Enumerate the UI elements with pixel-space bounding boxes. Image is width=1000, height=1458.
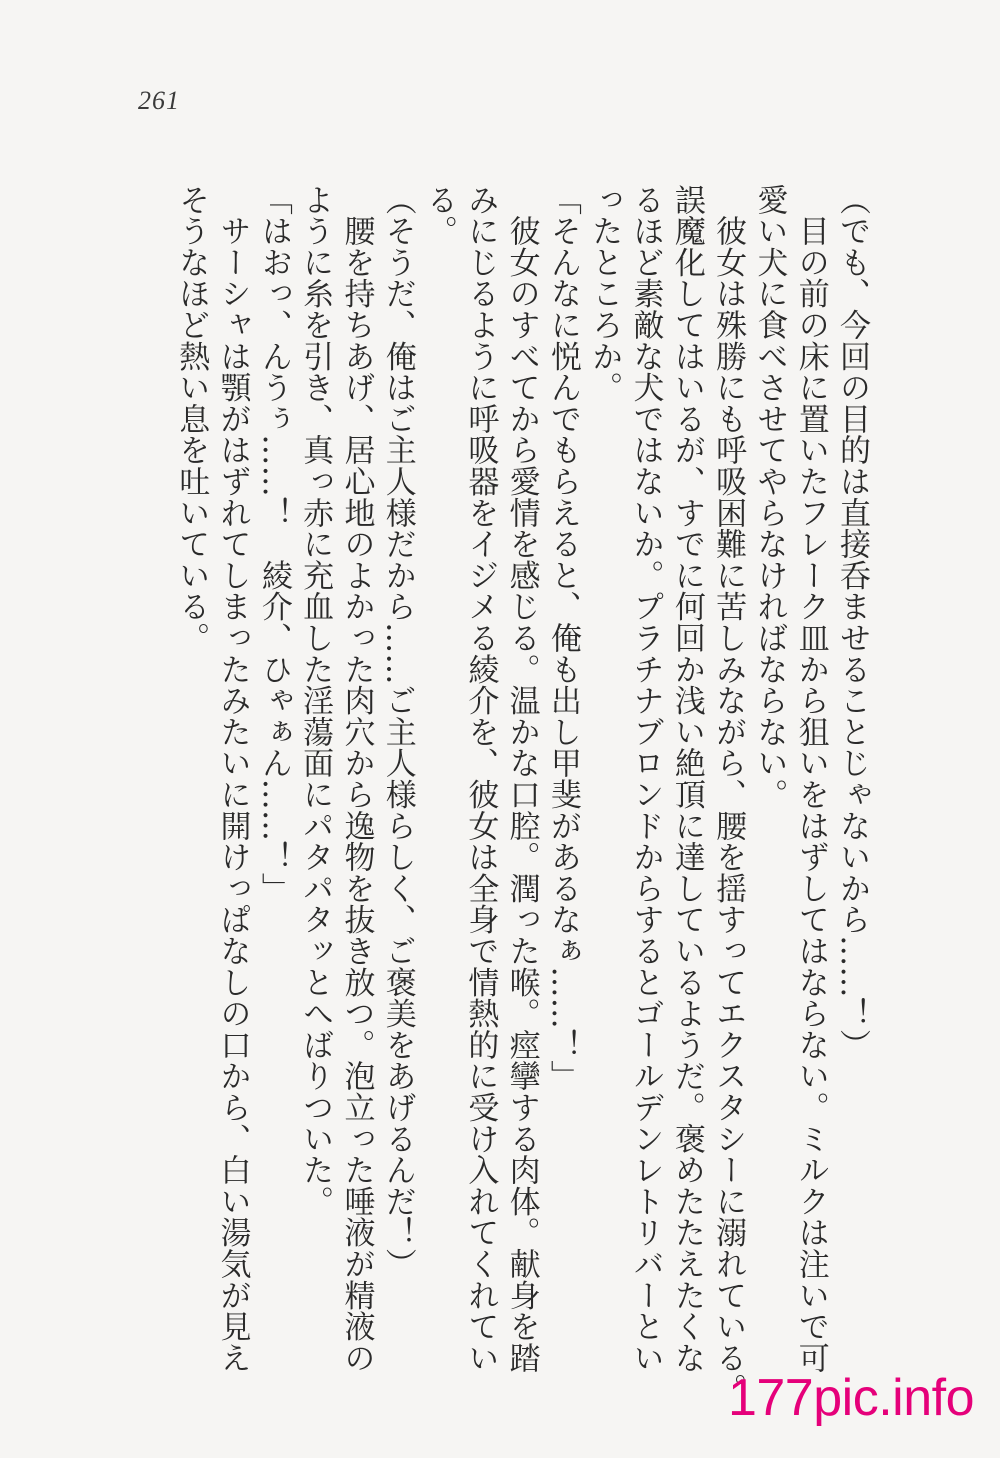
text-line: 「はおっ、んうぅ……！ 綾介、ひゃぁん……！」	[255, 184, 292, 904]
text-line: ように糸を引き、真っ赤に充血した淫蕩面にパタパタッとへばりついた。	[297, 184, 334, 1217]
text-line: る。	[421, 184, 458, 247]
text-line: サーシャは顎がはずれてしまったみたいに開けっぱなしの口から、白い湯気が見え	[214, 184, 251, 1374]
vertical-text-body	[170, 184, 872, 1405]
text-line: みにじるように呼吸器をイジメる綾介を、彼女は全身で情熱的に受け入れてくれてい	[462, 184, 499, 1374]
watermark-text: 177pic.info	[727, 1369, 974, 1427]
text-line: （そうだ、俺はご主人様だから……ご主人様らしく、ご褒美をあげるんだ！）	[379, 184, 416, 1280]
text-line: （でも、今回の目的は直接呑ませることじゃないから……！）	[834, 184, 870, 1061]
text-line: 彼女のすべてから愛情を感じる。温かな口腔。潤った喉。痙攣する肉体。献身を踏	[503, 184, 540, 1374]
text-line: 彼女は殊勝にも呼吸困難に苦しみながら、腰を揺すってエクスタシーに溺れている。	[710, 184, 747, 1405]
text-line: 愛い犬に食べさせてやらなければならない。	[751, 184, 788, 810]
page-number: 261	[138, 86, 180, 115]
text-line: 目の前の床に置いたフレーク皿から狙いをはずしてはならない。ミルクは注いで可	[792, 184, 829, 1374]
text-line: ったところか。	[586, 184, 623, 404]
text-line: 誤魔化してはいるが、すでに何回か浅い絶頂に達しているようだ。褒めたたえたくな	[668, 184, 705, 1374]
text-line: るほど素敵な犬ではないか。プラチナブロンドからするとゴールデンレトリバーとい	[627, 184, 664, 1374]
text-line: 腰を持ちあげ、居心地のよかった肉穴から逸物を抜き放つ。泡立った唾液が精液の	[338, 184, 375, 1374]
text-line: そうなほど熱い息を吐いている。	[173, 184, 210, 654]
text-line: 「そんなに悦んでもらえると、俺も出し甲斐があるなぁ……！」	[544, 184, 581, 1092]
